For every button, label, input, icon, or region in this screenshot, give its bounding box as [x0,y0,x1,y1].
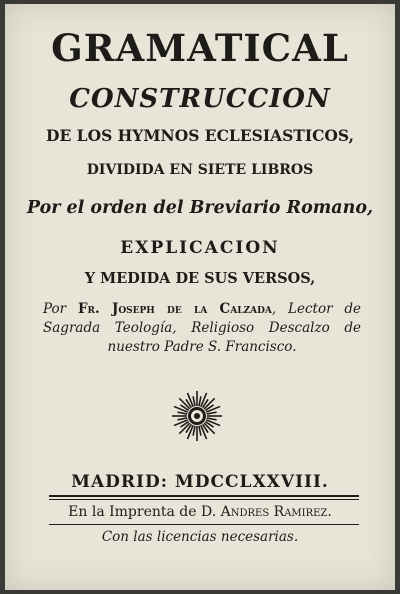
author-name: Fr. Joseph de la Calzada [77,301,272,317]
book-title: GRAMATICAL [51,26,349,70]
license-line: Con las licencias necesarias. [101,529,299,545]
division-line: DIVIDIDA EN SIETE LIBROS [86,162,314,178]
ornament-ray [199,396,201,406]
title-page [5,4,395,590]
verse-measure-line: Y MEDIDA DE SUS VERSOS, [84,270,316,287]
ornament-ray [177,412,187,414]
ornament-ray [177,418,187,420]
ornament-ray [207,418,217,420]
order-line: Por el orden del Breviario Romano, [26,198,374,218]
author-statement [43,300,361,357]
explicacion-line: EXPLICACION [120,238,280,258]
printer-name: Andres Ramirez [220,504,328,520]
author-description: , Lector de Sagrada Teología, Religioso Descalzo de nuestro Padre S. Francisco. [43,301,361,355]
imprint-place-date: MADRID: MDCCLXXVIII. [71,472,329,492]
ornament-ray [193,426,195,436]
printer-prefix: En la Imprenta de D. [68,504,217,520]
author-prefix: Por [43,301,67,317]
book-subtitle: CONSTRUCCION [69,84,331,114]
rule-thick [49,495,359,497]
rule-lower [49,524,359,525]
rule-thin [49,499,359,500]
ornament-ray [207,412,217,414]
printer-line [5,504,395,520]
ornament-ray [199,426,201,436]
ornament-ray [193,396,195,406]
printer-suffix: . [327,504,332,520]
subject-line: DE LOS HYMNOS ECLESIASTICOS, [46,126,354,145]
sunburst-ornament-icon [171,390,223,442]
